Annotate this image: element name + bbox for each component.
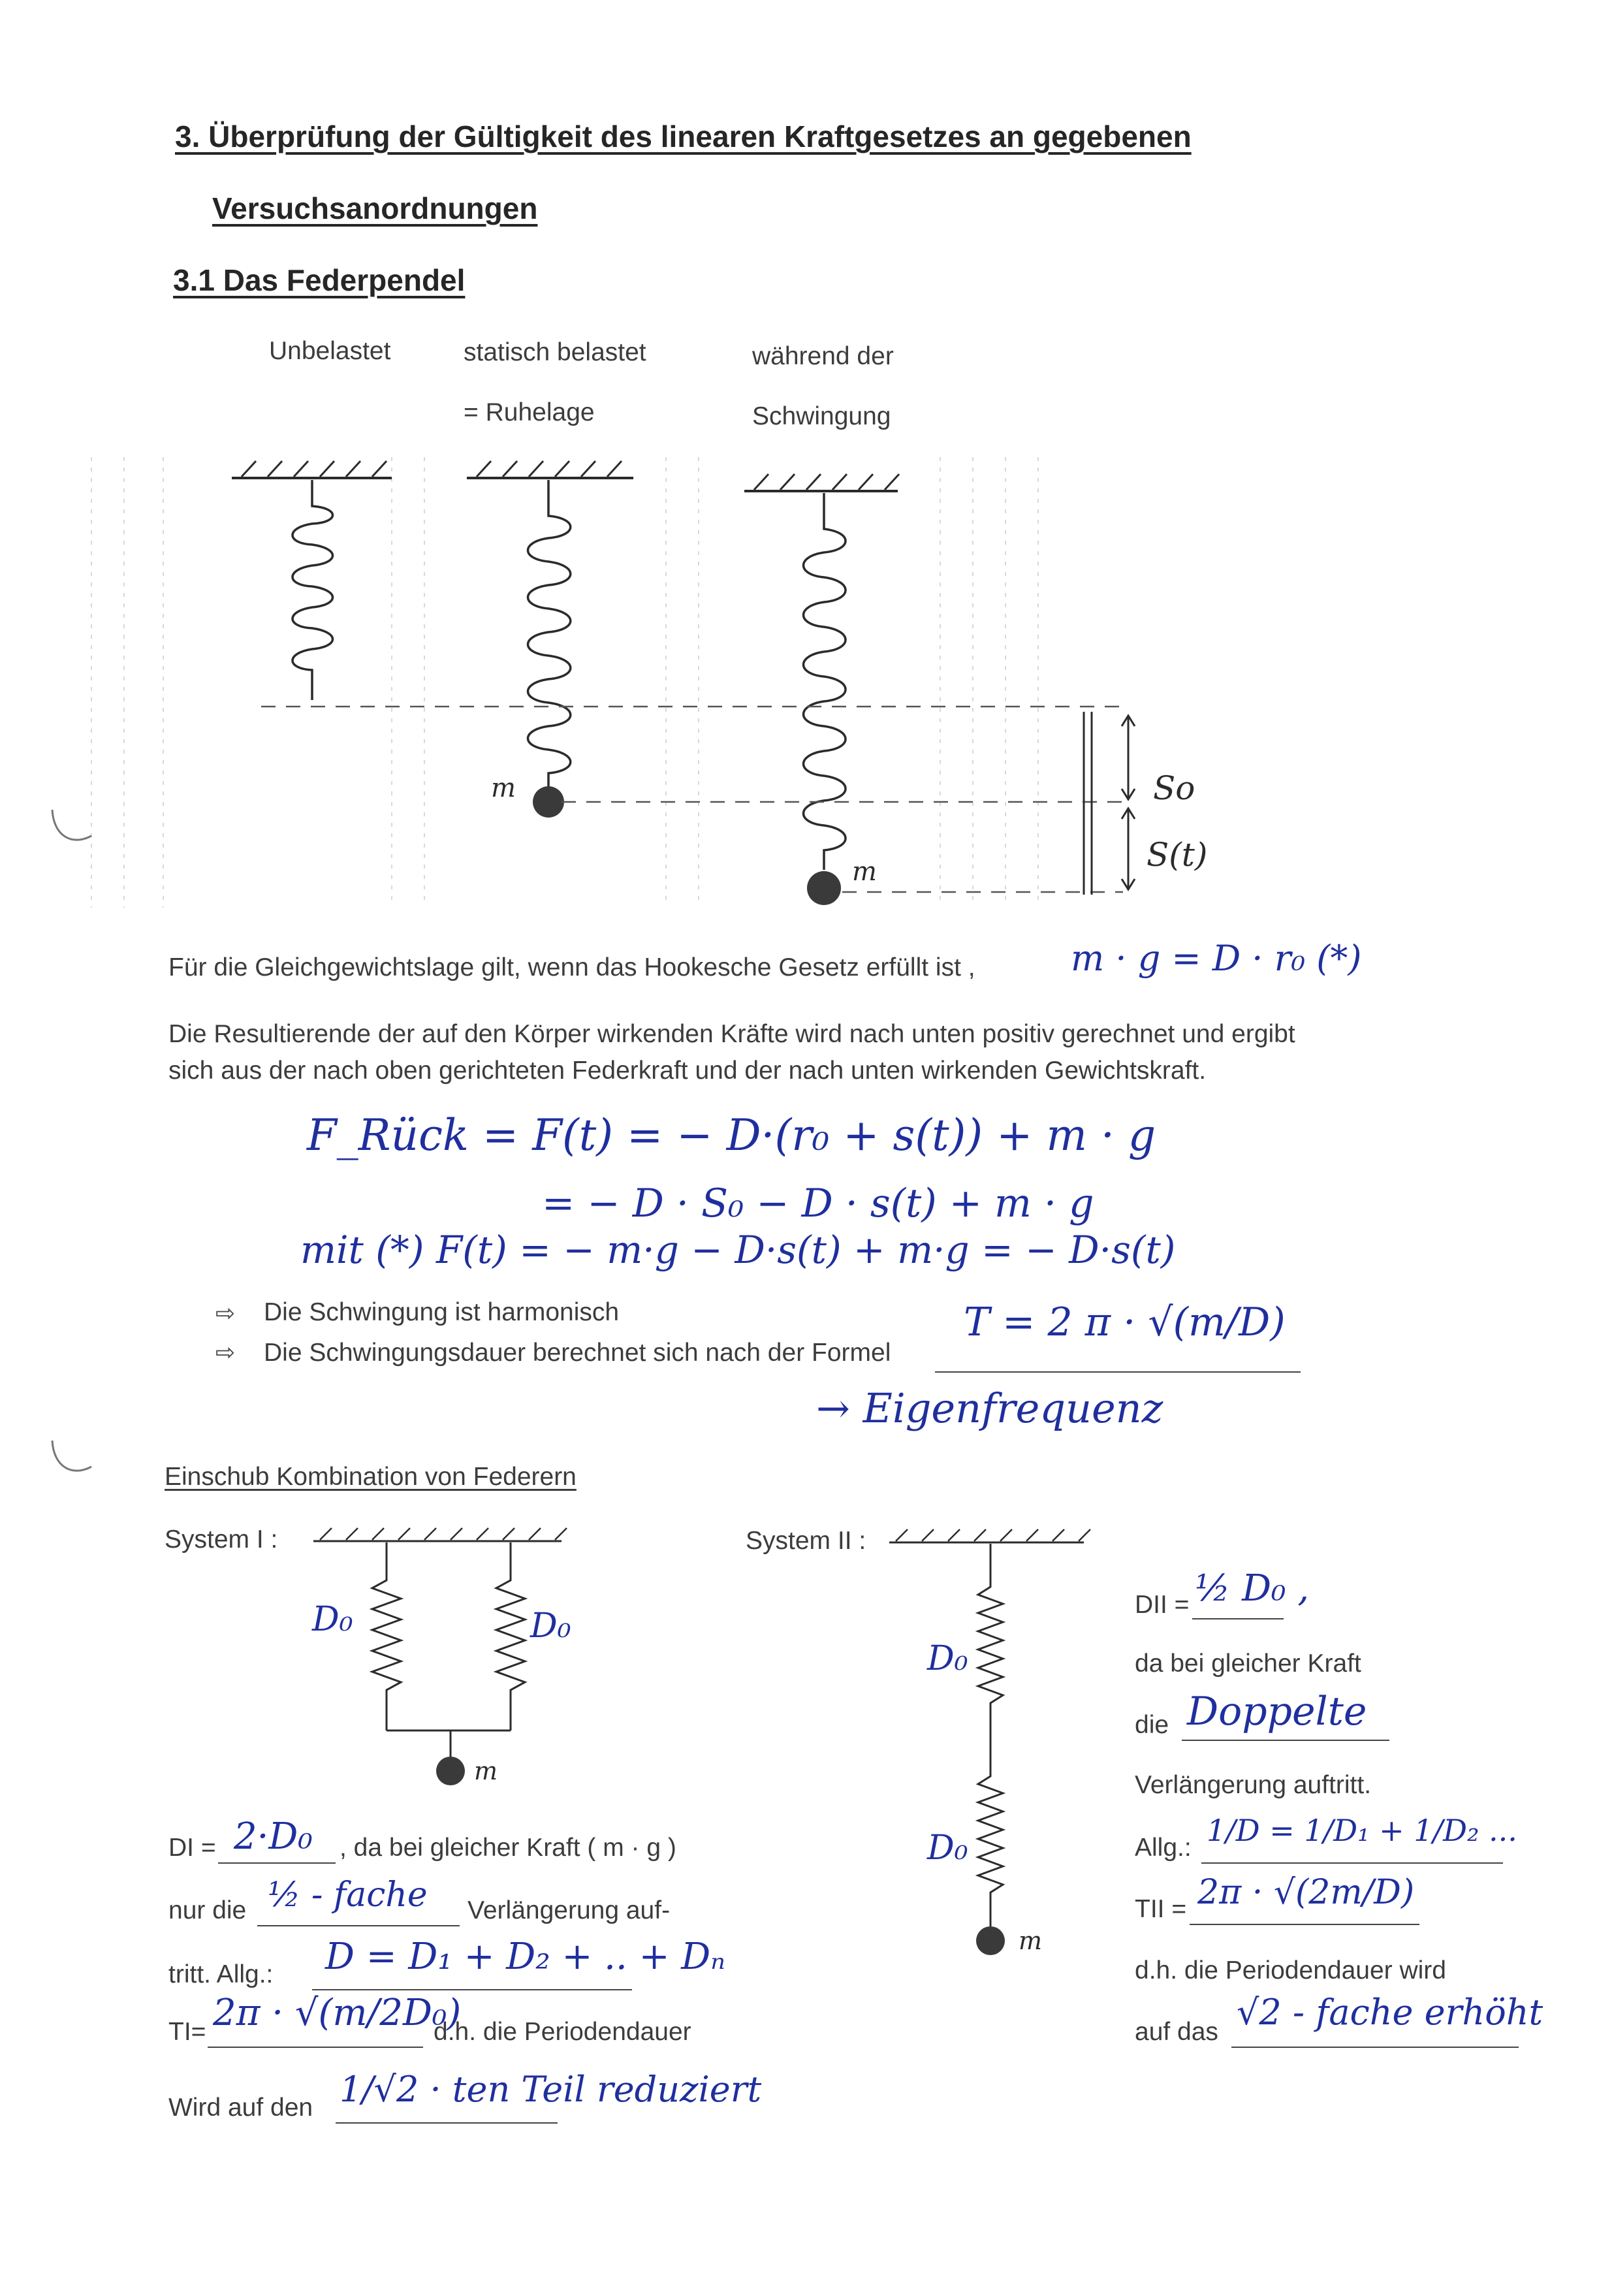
eigenfrequenz-note: → Eigenfrequenz	[816, 1384, 1163, 1432]
system1-nur-value: ½ - fache	[268, 1875, 428, 1915]
system2-mass-label: m	[1019, 1926, 1043, 1955]
system1-spring-label-right: D₀	[530, 1606, 571, 1646]
system1-t-line	[208, 2047, 423, 2048]
resultant-text-line1: Die Resultierende der auf den Körper wirkenden Kräfte wird nach unten positiv gerechnet und ergibt	[168, 1020, 1295, 1048]
label-schwingung: Schwingung	[752, 402, 891, 430]
system1-t-prefix: TI=	[168, 2018, 206, 2046]
system1-wird-prefix: Wird auf den	[168, 2094, 313, 2122]
system1-mass-label: m	[474, 1757, 498, 1785]
system2-line7: d.h. die Periodendauer wird	[1135, 1956, 1446, 1985]
section-heading: 3. Überprüfung der Gültigkeit des linearen Kraftgesetzes an gegebenen	[175, 120, 1192, 153]
system2-t-prefix: TII =	[1135, 1895, 1187, 1923]
system2-allg-prefix: Allg.:	[1135, 1834, 1192, 1862]
system2-auf-line	[1231, 2047, 1519, 2048]
resultant-text-line2: sich aus der nach oben gerichteten Federkraft und der nach unten wirkenden Gewichtskraft.	[168, 1057, 1207, 1085]
system1-tritt-line	[312, 1989, 632, 1990]
force-equation-1: F_Rück = F(t) = − D·(r₀ + s(t)) + m · g	[307, 1110, 1156, 1160]
system1-label: System I :	[165, 1525, 278, 1554]
force-equation-2: = − D · S₀ − D · s(t) + m · g	[542, 1181, 1094, 1226]
system2-allg-line	[1201, 1862, 1503, 1864]
system1-tritt-prefix: tritt. Allg.:	[168, 1960, 274, 1988]
equilibrium-text: Für die Gleichgewichtslage gilt, wenn das Hookesche Gesetz erfüllt ist ,	[168, 953, 975, 981]
system2-spring-label-bottom: D₀	[927, 1828, 968, 1868]
subsection-heading: 3.1 Das Federpendel	[173, 263, 466, 297]
system2-label: System II :	[746, 1527, 866, 1555]
system2-line4: Verlängerung auftritt.	[1135, 1771, 1372, 1799]
bullet-period-formula: Die Schwingungsdauer berechnet sich nach der Formel	[264, 1339, 891, 1367]
mass-label-static: m	[491, 773, 516, 803]
system2-spring-label-top: D₀	[927, 1639, 968, 1678]
system2-allg-value: 1/D = 1/D₁ + 1/D₂ ...	[1207, 1813, 1517, 1848]
system1-d-line	[218, 1862, 336, 1864]
system2-auf-value: √2 - fache erhöht	[1237, 1992, 1543, 2033]
period-formula-handwritten: T = 2 π · √(m/D)	[964, 1299, 1286, 1345]
system1-d-suffix: , da bei gleicher Kraft ( m · g )	[340, 1834, 676, 1862]
system1-nur-suffix: Verlängerung auf-	[467, 1896, 671, 1924]
system1-wird-line	[336, 2122, 558, 2124]
label-unbelastet: Unbelastet	[269, 337, 391, 365]
system2-line2: da bei gleicher Kraft	[1135, 1650, 1361, 1678]
system2-t-line	[1190, 1924, 1419, 1925]
system2-d-value: ½ D₀ ,	[1195, 1567, 1310, 1610]
system2-d-prefix: DII =	[1135, 1591, 1190, 1619]
mass-label-oscillating: m	[852, 857, 877, 887]
section-heading-continued: Versuchsanordnungen	[212, 191, 538, 225]
system1-tritt-value: D = D₁ + D₂ + .. + Dₙ	[325, 1936, 725, 1978]
arrow-bullet-icon: ⇨	[215, 1299, 236, 1326]
system1-wird-value: 1/√2 · ten Teil reduziert	[340, 2069, 762, 2110]
system2-t-value: 2π · √(2m/D)	[1197, 1873, 1415, 1912]
label-ruhelage: = Ruhelage	[464, 398, 595, 426]
period-answer-line	[935, 1371, 1301, 1373]
system1-nur-line	[257, 1925, 460, 1926]
system1-nur-prefix: nur die	[168, 1896, 247, 1924]
arrow-bullet-icon: ⇨	[215, 1339, 236, 1365]
system2-d-line	[1192, 1618, 1284, 1619]
bullet-harmonic: Die Schwingung ist harmonisch	[264, 1298, 620, 1326]
system2-die-line	[1182, 1740, 1389, 1741]
system2-auf-prefix: auf das	[1135, 2018, 1218, 2046]
st-label: S(t)	[1147, 836, 1208, 874]
system1-d-prefix: DI =	[168, 1834, 216, 1862]
equilibrium-equation: m · g = D · r₀ (*)	[1071, 938, 1362, 979]
label-statisch-belastet: statisch belastet	[464, 338, 646, 366]
einschub-heading: Einschub Kombination von Federern	[165, 1463, 577, 1491]
s0-label: So	[1153, 769, 1195, 807]
system2-die-value: Doppelte	[1187, 1689, 1367, 1734]
label-waehrend-der: während der	[752, 342, 894, 370]
system1-spring-label-left: D₀	[312, 1600, 353, 1639]
system1-t-suffix: d.h. die Periodendauer	[434, 2018, 691, 2046]
system2-die-prefix: die	[1135, 1711, 1169, 1739]
force-equation-3: mit (*) F(t) = − m·g − D·s(t) + m·g = − D·s(t)	[300, 1228, 1176, 1272]
system1-t-value: 2π · √(m/2D₀)	[213, 1992, 462, 2034]
system1-d-value: 2·D₀	[234, 1815, 313, 1858]
